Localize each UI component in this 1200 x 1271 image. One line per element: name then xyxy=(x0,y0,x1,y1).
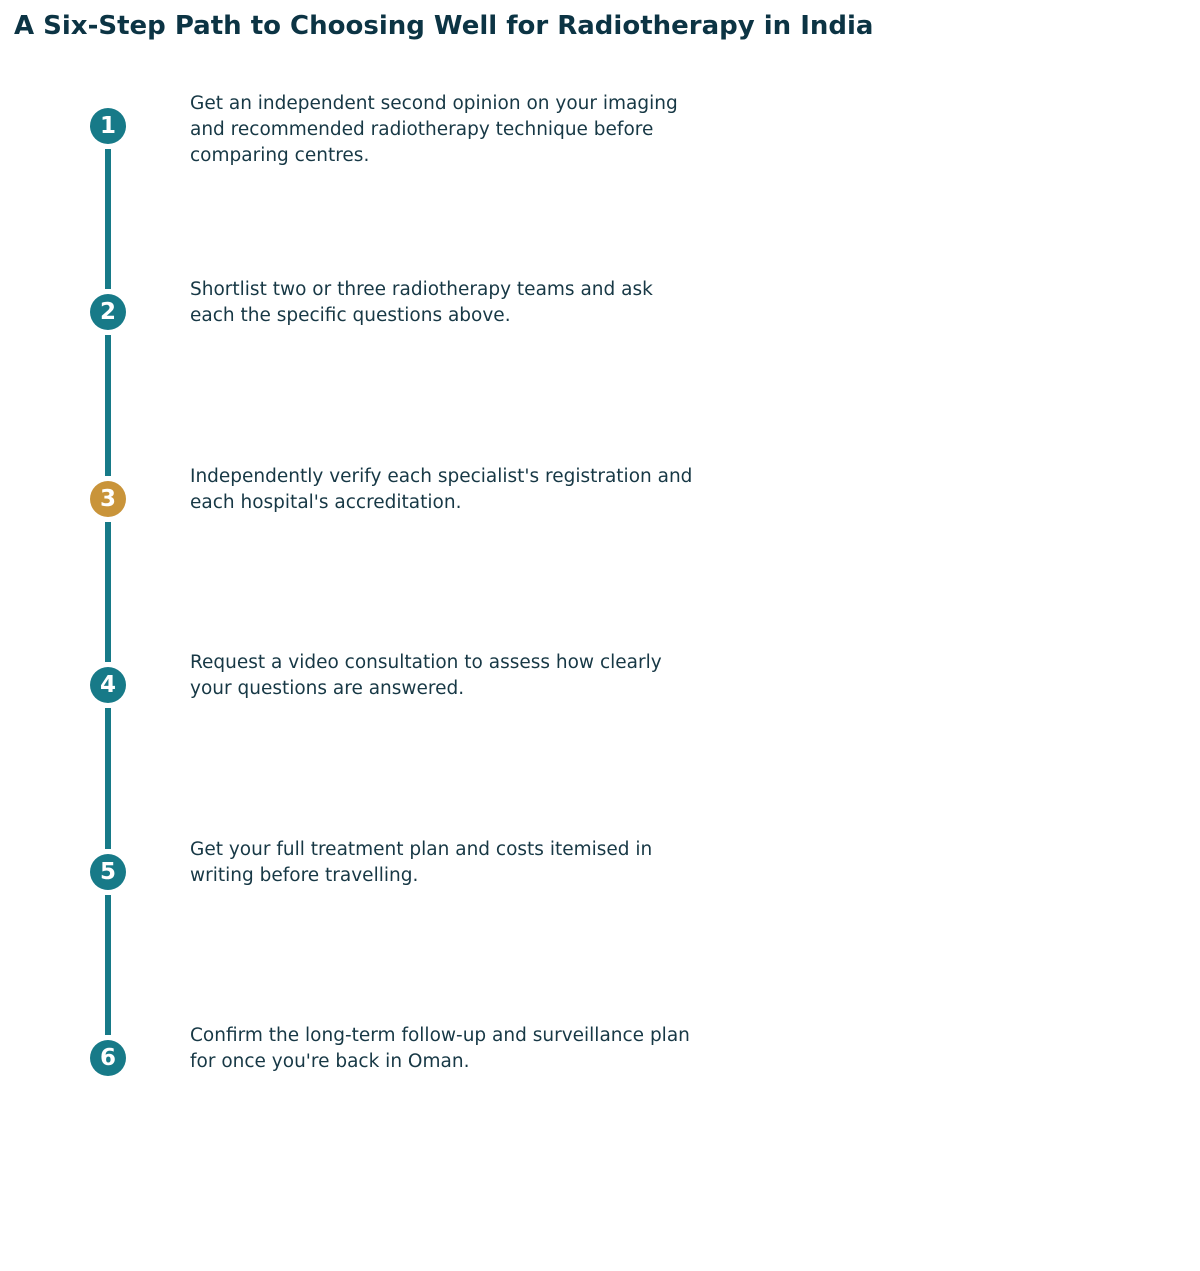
step-description: Get an independent second opinion on your imaging and recommended radiotherapy technique before comparing centres. xyxy=(190,93,678,166)
step-description: Get your full treatment plan and costs itemised in writing before travelling. xyxy=(190,838,653,886)
connector-line xyxy=(105,708,111,848)
step-description: Confirm the long-term follow-up and surveillance plan for once you're back in Oman. xyxy=(190,1025,690,1072)
connector-line xyxy=(105,335,111,475)
step-description: Shortlist two or three radiotherapy teams and ask each the specific questions above. xyxy=(190,279,653,327)
diagram-title: A Six-Step Path to Choosing Well for Radiotherapy in India xyxy=(14,11,874,41)
step-number-badge: 1 xyxy=(90,108,126,144)
step-number-badge: 6 xyxy=(90,1040,126,1076)
connector-line xyxy=(105,522,111,662)
step-number-badge: 5 xyxy=(90,854,126,890)
step-description: Request a video consultation to assess how clearly your questions are answered. xyxy=(190,652,662,700)
step-number-badge: 4 xyxy=(90,667,126,703)
connector-line xyxy=(105,895,111,1035)
connector-line xyxy=(105,149,111,289)
step-number-badge: 2 xyxy=(90,294,126,330)
step-number-badge: 3 xyxy=(90,481,126,517)
step-description: Independently verify each specialist's registration and each hospital's accreditation. xyxy=(190,465,693,513)
